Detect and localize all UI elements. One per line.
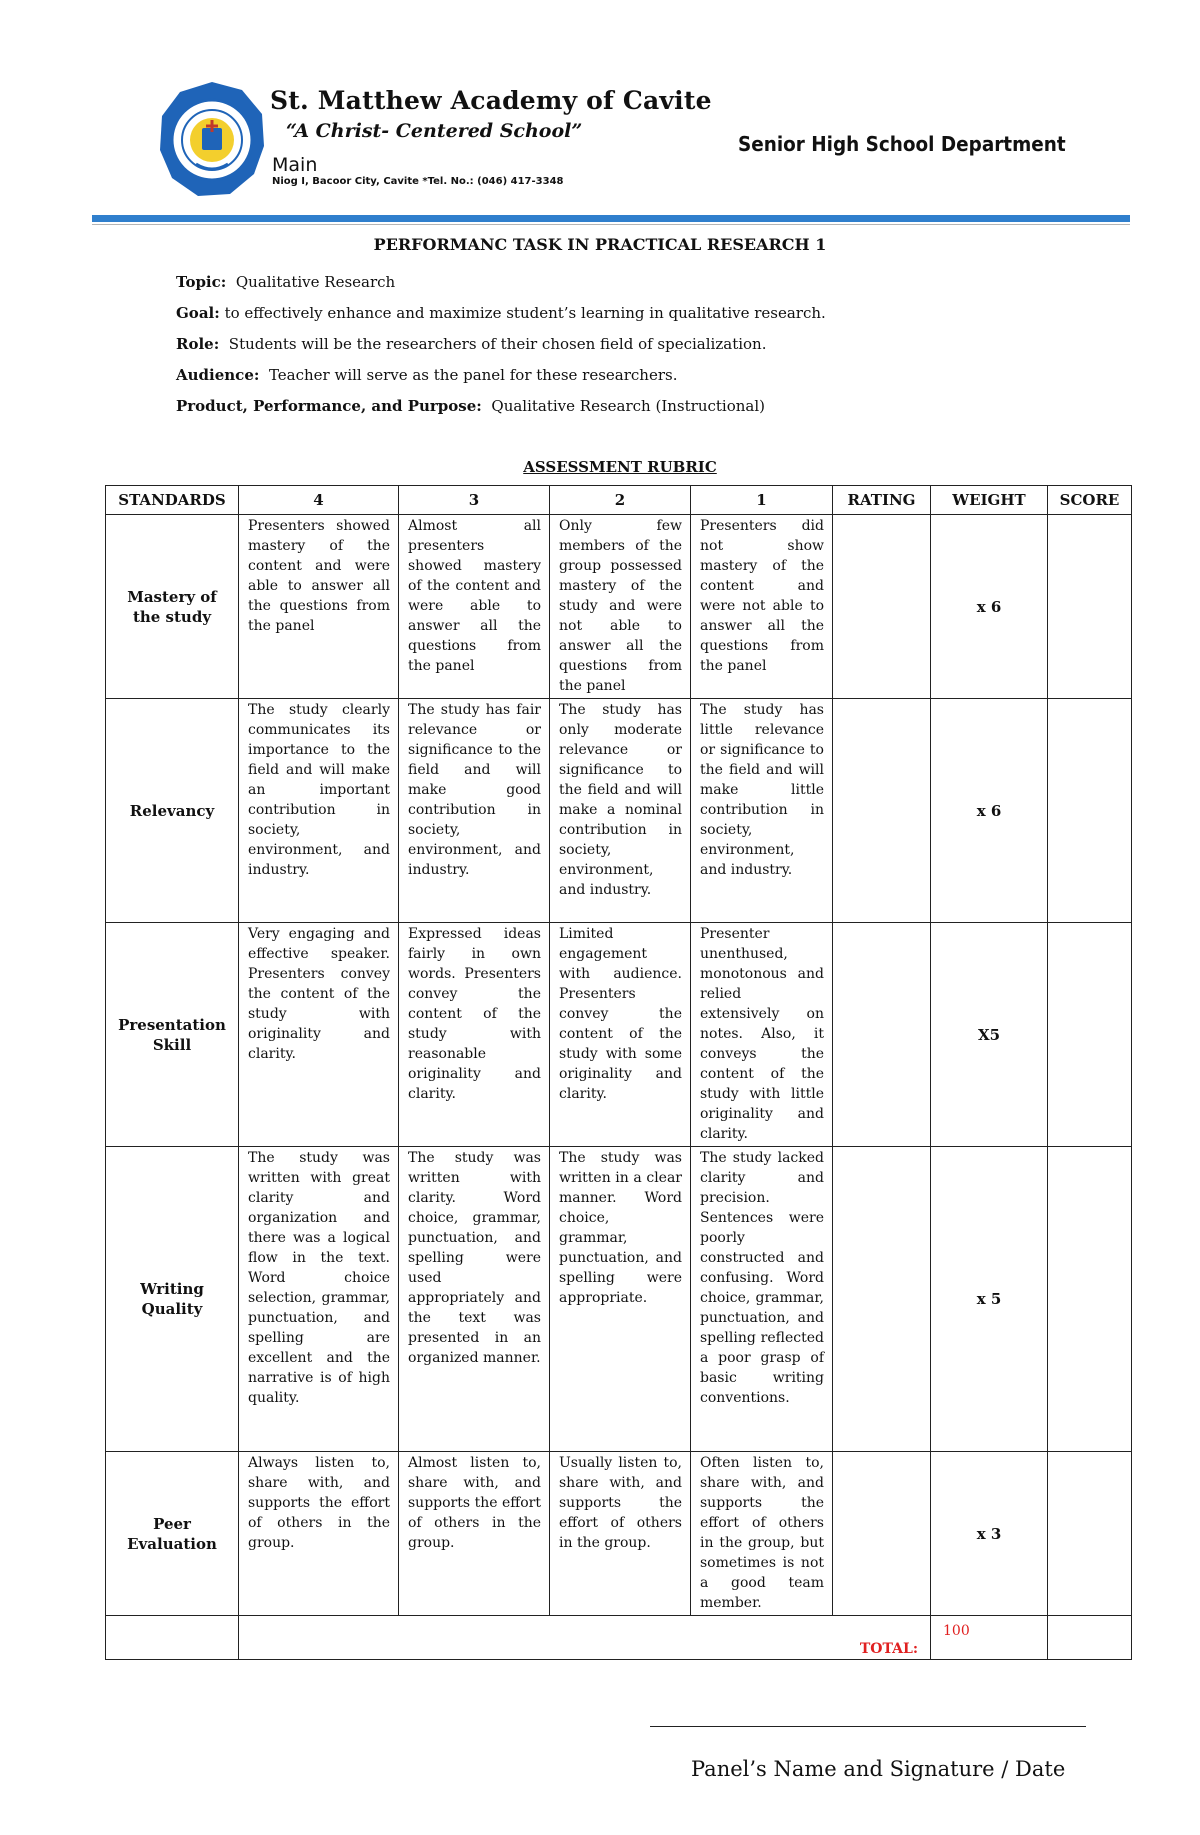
score-cell[interactable]: [1048, 515, 1132, 699]
total-label: TOTAL:: [239, 1616, 931, 1660]
school-seal-logo: [158, 80, 266, 198]
school-address: Niog I, Bacoor City, Cavite *Tel. No.: (046) 417-3348: [272, 176, 564, 187]
level-1-cell: Presenters did not show mastery of the content and were not able to answer all the questions from the panel: [691, 515, 833, 699]
meta-product: [176, 397, 765, 415]
table-row: [106, 923, 1132, 1147]
level-2-cell: Usually listen to, share with, and supports the effort of others in the group.: [550, 1452, 691, 1616]
campus-name: Main: [272, 154, 318, 176]
total-score-cell[interactable]: [1048, 1616, 1132, 1660]
signature-label: Panel’s Name and Signature / Date: [691, 1757, 1066, 1781]
table-row: [106, 1452, 1132, 1616]
rating-cell[interactable]: [833, 1147, 931, 1452]
standard-cell: Writing Quality: [106, 1147, 239, 1452]
level-2-cell: The study was written in a clear manner. Word choice, grammar, punctuation, and spelling were appropriate.: [550, 1147, 691, 1452]
score-cell[interactable]: [1048, 1147, 1132, 1452]
weight-cell: x 6: [931, 699, 1048, 923]
level-4-cell: Always listen to, share with, and supports the effort of others in the group.: [239, 1452, 399, 1616]
header-rating: RATING: [833, 486, 931, 515]
standard-cell: Relevancy: [106, 699, 239, 923]
level-4-cell: Presenters showed mastery of the content and were able to answer all the questions from the panel: [239, 515, 399, 699]
score-cell[interactable]: [1048, 699, 1132, 923]
header-level-2: 2: [550, 486, 691, 515]
meta-product-label: Product, Performance, and Purpose:: [176, 397, 482, 415]
weight-cell: x 5: [931, 1147, 1048, 1452]
header-rule-thin: [92, 224, 1130, 225]
school-name: St. Matthew Academy of Cavite: [270, 86, 712, 115]
standard-cell: Mastery of the study: [106, 515, 239, 699]
table-header-row: [106, 486, 1132, 515]
total-row: [106, 1616, 1132, 1660]
assessment-rubric-table: [105, 485, 1132, 1660]
department-name: Senior High School Department: [738, 132, 1066, 156]
meta-topic-value: Qualitative Research: [235, 273, 396, 291]
level-2-cell: Limited engagement with audience. Presenters convey the content of the study with some originality and clarity.: [550, 923, 691, 1147]
meta-topic: [176, 273, 395, 291]
signature-line: [650, 1726, 1086, 1727]
meta-goal-value: to effectively enhance and maximize student’s learning in qualitative research.: [224, 304, 826, 322]
level-3-cell: The study was written with clarity. Word choice, grammar, punctuation, and spelling were used appropriately and the text was presented in an organized manner.: [399, 1147, 550, 1452]
meta-role-value: Students will be the researchers of their chosen field of specialization.: [228, 335, 767, 353]
school-motto: “A Christ- Centered School”: [286, 120, 583, 142]
table-row: [106, 515, 1132, 699]
weight-cell: x 6: [931, 515, 1048, 699]
header-rule: [92, 215, 1130, 222]
header-standards: STANDARDS: [106, 486, 239, 515]
weight-cell: x 3: [931, 1452, 1048, 1616]
header-level-4: 4: [239, 486, 399, 515]
level-1-cell: The study lacked clarity and precision. Sentences were poorly constructed and confusing. Word choice, grammar, punctuation, and spelling reflected a poor grasp of basic writing conventions.: [691, 1147, 833, 1452]
standard-cell: Presentation Skill: [106, 923, 239, 1147]
header-level-1: 1: [691, 486, 833, 515]
level-4-cell: The study clearly communicates its importance to the field and will make an important contribution in society, environment, and industry.: [239, 699, 399, 923]
rubric-title: ASSESSMENT RUBRIC: [523, 458, 717, 476]
meta-role: [176, 335, 766, 353]
header-weight: WEIGHT: [931, 486, 1048, 515]
level-4-cell: The study was written with great clarity and organization and there was a logical flow in the text. Word choice selection, grammar, punctuation, and spelling are excellent and the narrative is of high quality.: [239, 1147, 399, 1452]
standard-cell: Peer Evaluation: [106, 1452, 239, 1616]
meta-topic-label: Topic:: [176, 273, 227, 291]
rating-cell[interactable]: [833, 923, 931, 1147]
rating-cell[interactable]: [833, 699, 931, 923]
table-row: [106, 1147, 1132, 1452]
meta-product-value: Qualitative Research (Instructional): [491, 397, 765, 415]
level-4-cell: Very engaging and effective speaker. Presenters convey the content of the study with originality and clarity.: [239, 923, 399, 1147]
score-cell[interactable]: [1048, 1452, 1132, 1616]
level-1-cell: Presenter unenthused, monotonous and relied extensively on notes. Also, it conveys the content of the study with little originality and clarity.: [691, 923, 833, 1147]
meta-audience: [176, 366, 677, 384]
level-1-cell: Often listen to, share with, and supports the effort of others in the group, but sometimes is not a good team member.: [691, 1452, 833, 1616]
meta-goal-label: Goal:: [176, 304, 220, 322]
meta-audience-value: Teacher will serve as the panel for these researchers.: [268, 366, 678, 384]
header-score: SCORE: [1048, 486, 1132, 515]
level-1-cell: The study has little relevance or significance to the field and will make little contribution in society, environment, and industry.: [691, 699, 833, 923]
level-3-cell: Almost all presenters showed mastery of the content and were able to answer all the questions from the panel: [399, 515, 550, 699]
level-3-cell: Almost listen to, share with, and supports the effort of others in the group.: [399, 1452, 550, 1616]
total-row-blank: [106, 1616, 239, 1660]
rating-cell[interactable]: [833, 515, 931, 699]
document-title: PERFORMANC TASK IN PRACTICAL RESEARCH 1: [373, 235, 827, 254]
level-3-cell: The study has fair relevance or significance to the field and will make good contribution in society, environment, and industry.: [399, 699, 550, 923]
table-row: [106, 699, 1132, 923]
header-level-3: 3: [399, 486, 550, 515]
total-value: 100: [931, 1616, 1048, 1660]
rating-cell[interactable]: [833, 1452, 931, 1616]
meta-goal: [176, 304, 826, 322]
level-3-cell: Expressed ideas fairly in own words. Presenters convey the content of the study with reasonable originality and clarity.: [399, 923, 550, 1147]
meta-audience-label: Audience:: [176, 366, 260, 384]
weight-cell: X5: [931, 923, 1048, 1147]
level-2-cell: The study has only moderate relevance or significance to the field and will make a nominal contribution in society, environment, and industry.: [550, 699, 691, 923]
score-cell[interactable]: [1048, 923, 1132, 1147]
meta-role-label: Role:: [176, 335, 220, 353]
level-2-cell: Only few members of the group possessed mastery of the study and were not able to answer all the questions from the panel: [550, 515, 691, 699]
